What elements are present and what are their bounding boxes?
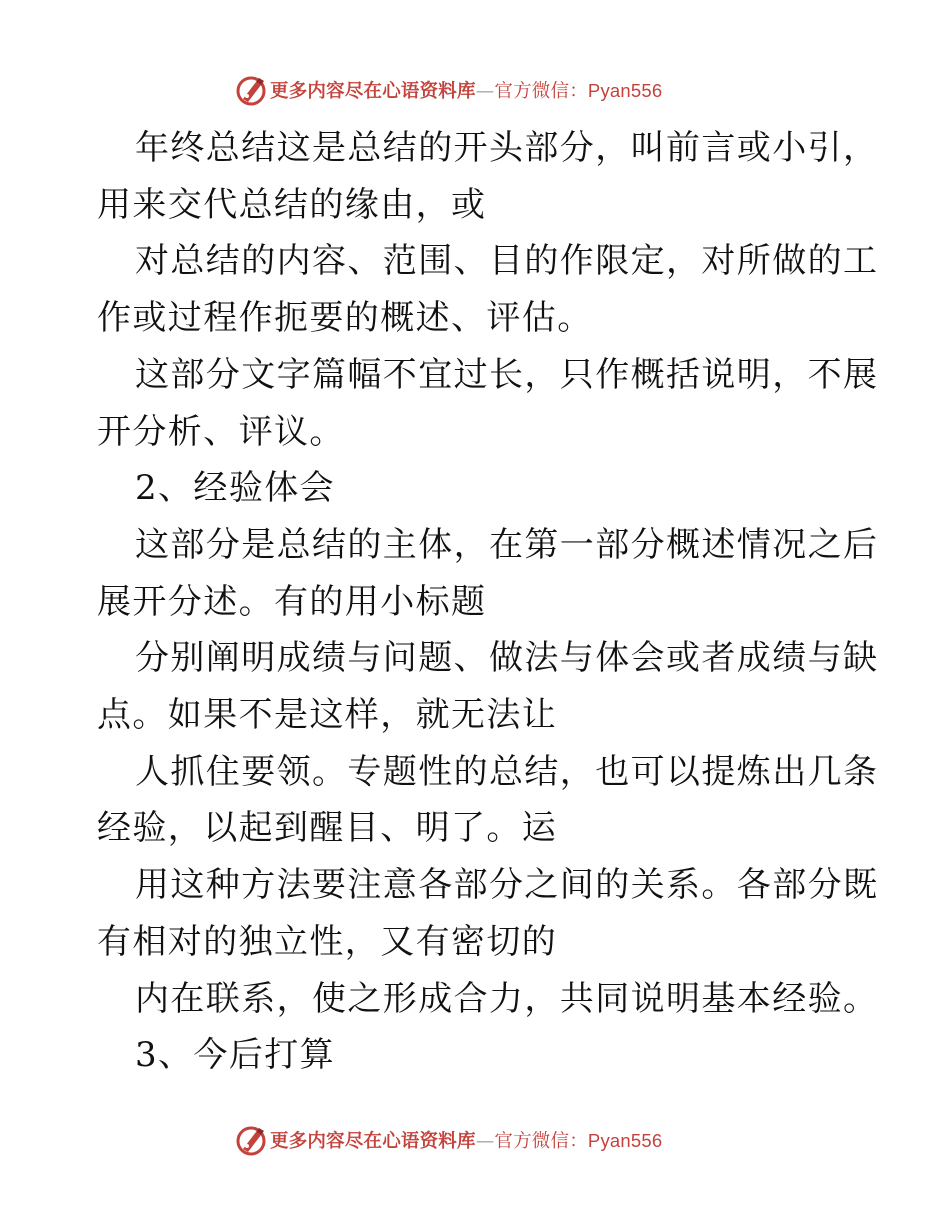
section-heading: 2、经验体会 <box>135 468 336 509</box>
pen-logo-icon <box>234 1123 268 1157</box>
text-line: 年终总结这是总结的开头部分，叫前言或小引， <box>135 128 879 168</box>
footer-brand: 更多内容尽在心语资料库 <box>270 1131 476 1152</box>
text-line: 作或过程作扼要的概述、评估。 <box>97 298 593 339</box>
header-wechat-id: Pyan556 <box>587 80 663 101</box>
text-line: 用来交代总结的缘由，或 <box>97 184 487 225</box>
footer-watermark <box>0 1120 950 1160</box>
header-watermark <box>0 70 950 110</box>
header-watermark-inner <box>234 70 662 110</box>
text-line: 有相对的独立性，又有密切的 <box>97 921 558 962</box>
text-line: 用这种方法要注意各部分之间的关系。各部分既 <box>135 865 879 906</box>
text-line: 这部分文字篇幅不宜过长，只作概括说明，不展 <box>135 354 879 395</box>
text-line: 开分析、评议。 <box>97 411 345 452</box>
header-separator: — <box>475 81 495 102</box>
pen-logo-icon <box>234 73 268 107</box>
header-watermark-text <box>270 77 662 103</box>
footer-watermark-inner <box>234 1120 662 1160</box>
text-line: 分别阐明成绩与问题、做法与体会或者成绩与缺 <box>135 638 879 679</box>
footer-wechat-label: 官方微信： <box>494 1131 588 1152</box>
footer-separator: — <box>475 1131 495 1152</box>
section-heading: 3、今后打算 <box>135 1035 336 1076</box>
footer-wechat-id: Pyan556 <box>587 1130 663 1151</box>
header-brand: 更多内容尽在心语资料库 <box>270 81 476 102</box>
text-line: 对总结的内容、范围、目的作限定，对所做的工 <box>135 241 879 282</box>
body-text <box>97 120 879 1084</box>
text-line: 点。如果不是这样，就无法让 <box>97 695 558 736</box>
text-line: 内在联系，使之形成合力，共同说明基本经验。 <box>135 978 879 1019</box>
footer-watermark-text <box>270 1127 662 1153</box>
text-line: 展开分述。有的用小标题 <box>97 581 487 622</box>
text-line: 人抓住要领。专题性的总结，也可以提炼出几条 <box>135 751 879 792</box>
text-line: 这部分是总结的主体，在第一部分概述情况之后 <box>135 524 879 565</box>
text-line: 经验，以起到醒目、明了。运 <box>97 808 558 849</box>
header-wechat-label: 官方微信： <box>494 81 588 102</box>
